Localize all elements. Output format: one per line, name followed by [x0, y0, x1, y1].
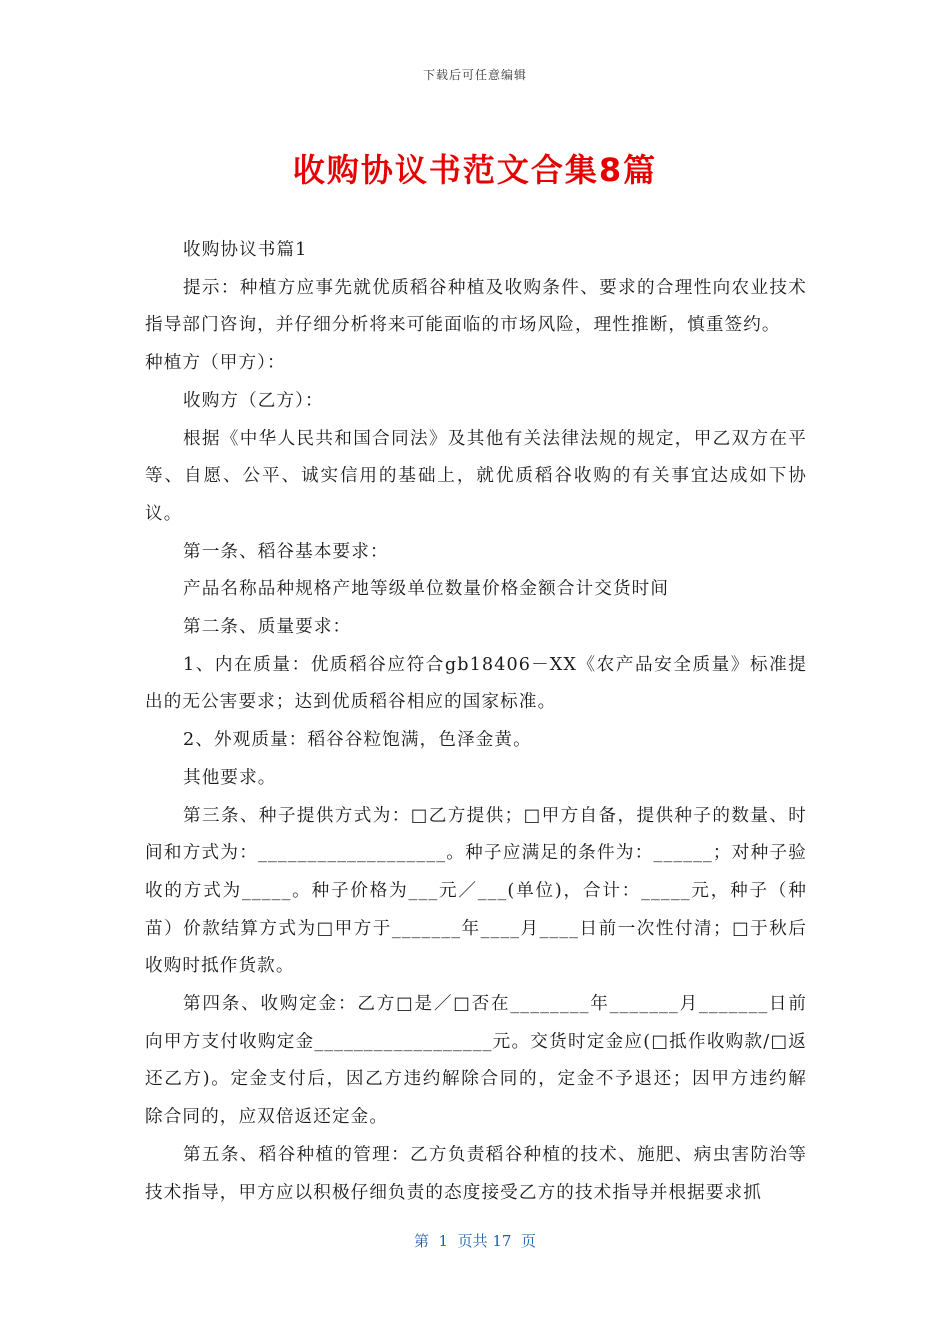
paragraph: 收购方（乙方）：	[183, 390, 324, 411]
paragraph: 产品名称品种规格产地等级单位数量价格金额合计交货时间	[183, 579, 670, 600]
header-note: 下载后可任意编辑	[422, 68, 527, 82]
paragraph: 提示：种植方应事先就优质稻谷种植及收购条件、要求的合理性向农业技术指导部门咨询，并仔细分析将来可能面临的市场风险，理性推断，慎重签约。	[145, 277, 807, 336]
paragraph: 第三条、种子提供方式为：□乙方提供；□甲方自备，提供种子的数量、时间和方式为：___________________。种子应满足的条件为：______；对种子验收的方式为_____。种子价格为___元／___(单位)，合计：_____元，种子（种苗）价款结算方式为□甲方于_______年____月____日前一次性付清；□于秋后收购时抵作货款。	[145, 805, 807, 977]
page-footer: 第 1 页共 17 页	[413, 1232, 536, 1250]
paragraph: 第二条、质量要求：	[183, 617, 352, 638]
paragraph: 其他要求。	[183, 767, 277, 788]
paragraph: 第五条、稻谷种植的管理：乙方负责稻谷种植的技术、施肥、病虫害防治等技术指导，甲方应以积极仔细负责的态度接受乙方的技术指导并根据要求抓	[145, 1144, 807, 1203]
paragraph: 收购协议书篇1	[183, 240, 308, 260]
paragraph: 种植方（甲方）：	[145, 353, 286, 374]
paragraph: 2、外观质量：稻谷谷粒饱满，色泽金黄。	[183, 730, 532, 751]
document-title: 收购协议书范文合集8篇	[292, 151, 658, 189]
document-body	[145, 232, 807, 1212]
paragraph: 1、内在质量：优质稻谷应符合gb18406－XX《农产品安全质量》标准提出的无公害要求；达到优质稻谷相应的国家标准。	[145, 654, 807, 713]
paragraph: 根据《中华人民共和国合同法》及其他有关法律法规的规定，甲乙双方在平等、自愿、公平、诚实信用的基础上，就优质稻谷收购的有关事宜达成如下协议。	[145, 428, 807, 524]
paragraph: 第四条、收购定金：乙方□是／□否在________年_______月_______日前向甲方支付收购定金__________________元。交货时定金应(□抵作收购款/□返还乙方)。定金支付后，因乙方违约解除合同的，定金不予退还；因甲方违约解除合同的，应双倍返还定金。	[145, 994, 807, 1128]
paragraph: 第一条、稻谷基本要求：	[183, 541, 389, 562]
